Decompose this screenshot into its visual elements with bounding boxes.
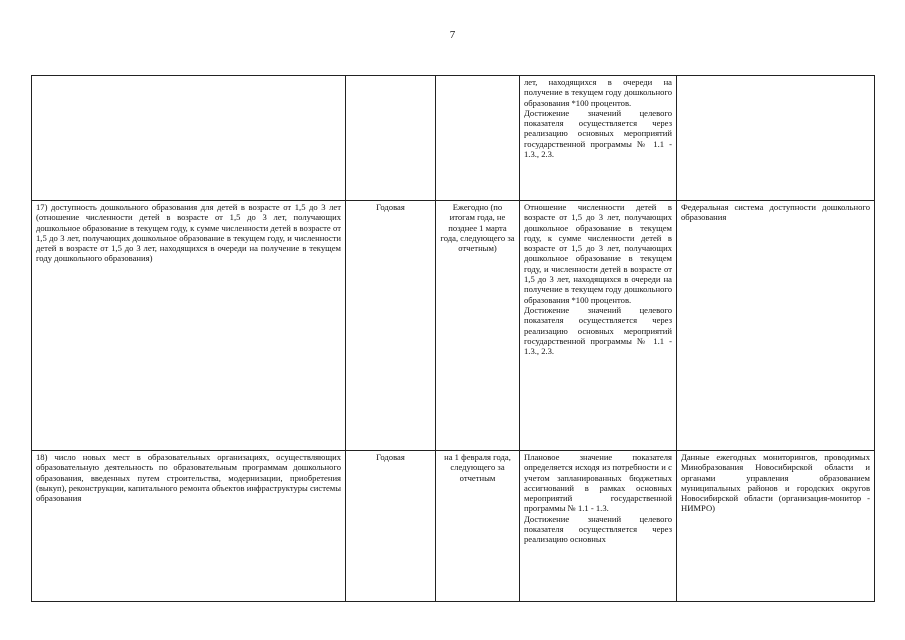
method-cell (520, 451, 677, 602)
table-row (32, 201, 875, 451)
source-cell: Федеральная система доступности дошкольного образования (677, 201, 875, 451)
method-cell (520, 201, 677, 451)
page-number: 7 (449, 29, 456, 41)
deadline-cell (436, 76, 520, 201)
source-cell: Данные ежегодных мониторингов, проводимых Минобразования Новосибирской области и органами управления образованием муниципальных районов и городских округов Новосибирской области (организация-монитор - НИМРО) (677, 451, 875, 602)
periodicity-cell (346, 76, 436, 201)
method-paragraph: Достижение значений целевого показателя осуществляется через реализацию основных мероприятий государственной программы № 1.1 - 1.3., 2.3. (524, 107, 672, 160)
table-row (32, 76, 875, 201)
indicator-cell: 17) доступность дошкольного образования для детей в возрасте от 1,5 до 3 лет (отношение численности детей в возрасте от 1,5 до 3 лет, получающих дошкольное образование в текущем году, к сумме численности детей в возрасте от 1,5 до 3 лет, получающих дошкольное образование в текущем году, и численности детей в возрасте от 1,5 до 3 лет, находящихся в очереди на получение в текущем году дошкольного образования) (32, 201, 346, 451)
periodicity-cell: Годовая (346, 451, 436, 602)
indicators-table (31, 75, 875, 602)
method-paragraph: Отношение численности детей в возрасте от 1,5 до 3 лет, получающих дошкольное образование в текущем году, к сумме численности детей в возрасте от 1,5 до 3 лет, получающих дошкольное образование в текущем году, и численности детей в возрасте от 1,5 до 3 лет, находящихся в очереди на получение в текущем году дошкольного образования *100 процентов. (524, 202, 672, 305)
deadline-cell: Ежегодно (по итогам года, не позднее 1 марта года, следующего за отчетным) (436, 201, 520, 451)
method-paragraph: Плановое значение показателя определяется исходя из потребности и с учетом запланированных бюджетных ассигнований в рамках основных мероприятий государственной программы № 1.1 - 1.3. (524, 452, 672, 514)
indicator-cell: 18) число новых мест в образовательных организациях, осуществляющих образовательную деятельность по образовательным программам дошкольного образования, введенных путем строительства, модернизации, приобретения (выкуп), реконструкции, капитального ремонта объектов инфраструктуры системы образования (32, 451, 346, 602)
source-cell (677, 76, 875, 201)
method-paragraph: лет, находящихся в очереди на получение в текущем году дошкольного образования *100 процентов. (524, 77, 672, 108)
method-paragraph: Достижение значений целевого показателя осуществляется через реализацию основных (524, 513, 672, 545)
indicator-cell (32, 76, 346, 201)
deadline-cell: на 1 февраля года, следующего за отчетным (436, 451, 520, 602)
method-paragraph: Достижение значений целевого показателя осуществляется через реализацию основных мероприятий государственной программы № 1.1 - 1.3., 2.3. (524, 304, 672, 357)
method-cell (520, 76, 677, 201)
periodicity-cell: Годовая (346, 201, 436, 451)
table-row (32, 451, 875, 602)
